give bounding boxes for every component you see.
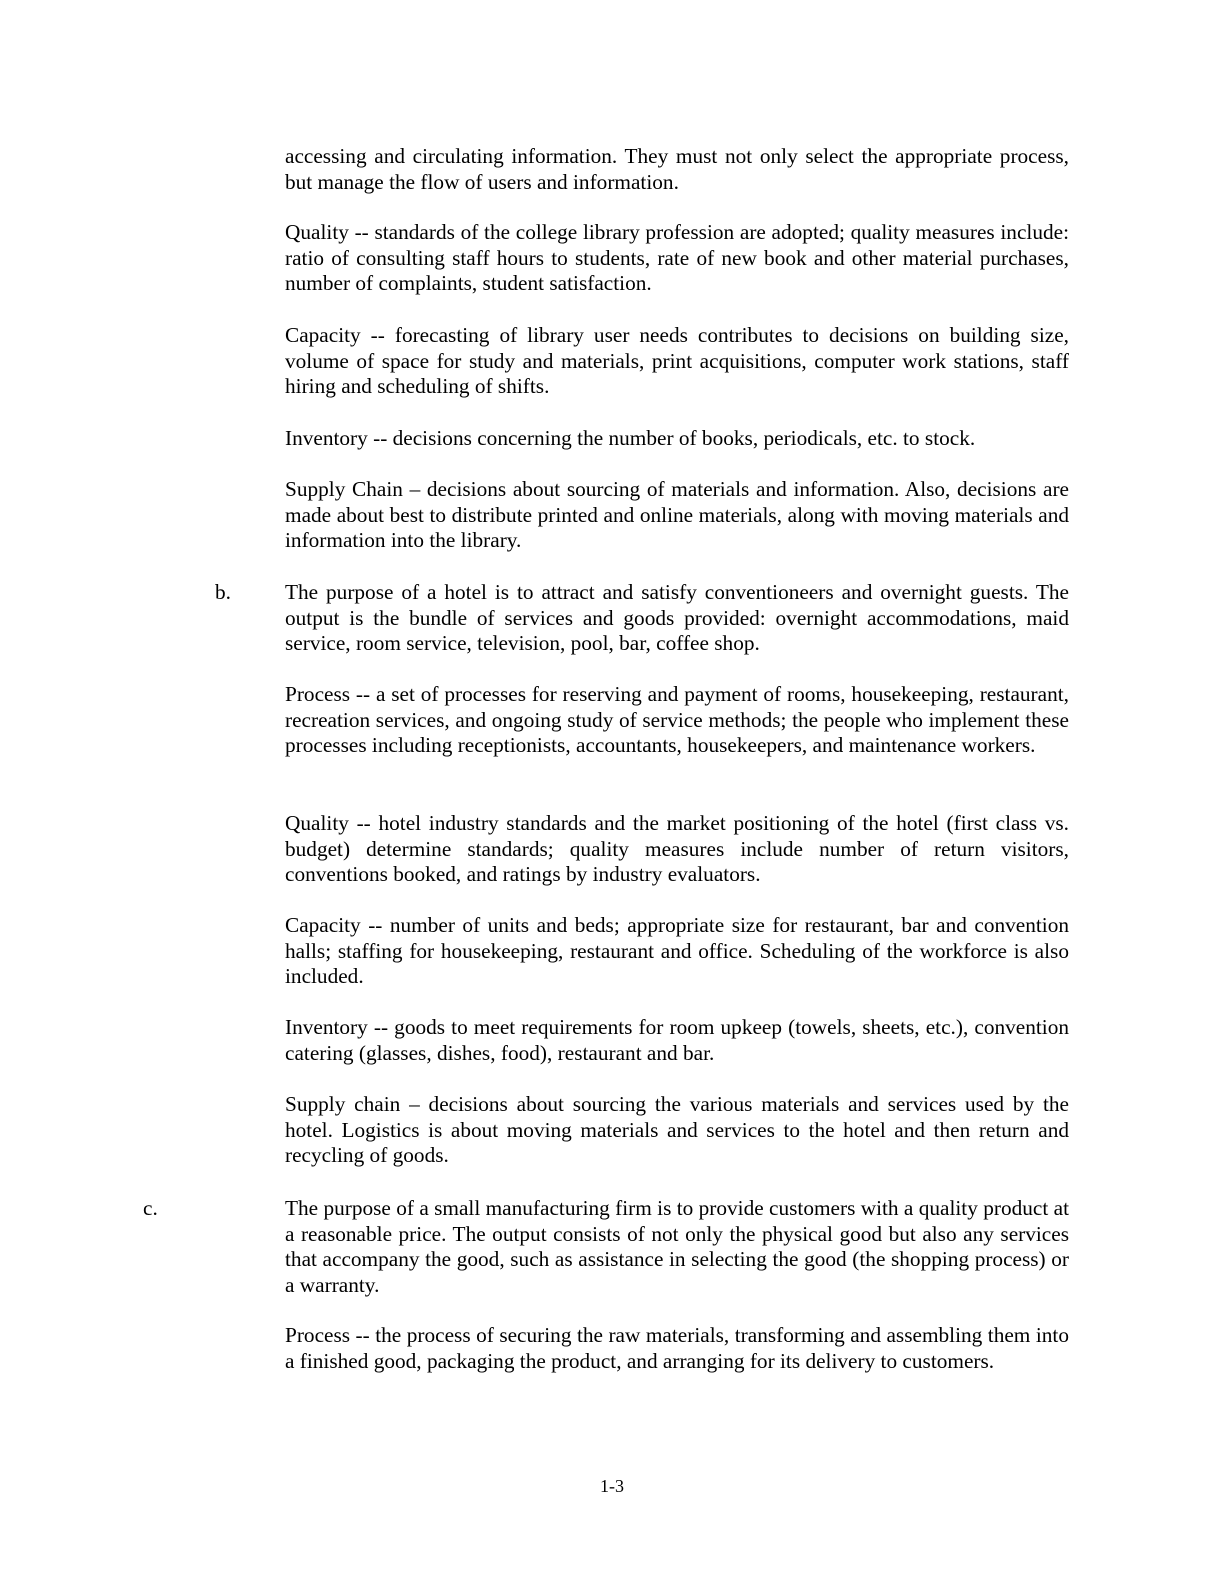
paragraph-hotel-quality: Quality -- hotel industry standards and the market positioning of the hotel (first class vs. budget) determine standards; quality measures include number of return visitors, conventions booked, and ratings by industry evaluators. bbox=[285, 811, 1069, 887]
paragraph-library-capacity: Capacity -- forecasting of library user needs contributes to decisions on building size, volume of space for study and materials, print acquisitions, computer work stations, staff hiring and scheduling of shifts. bbox=[285, 323, 1069, 399]
paragraph-manufacturing-process: Process -- the process of securing the raw materials, transforming and assembling them into a finished good, packaging the product, and arranging for its delivery to customers. bbox=[285, 1323, 1069, 1373]
paragraph-hotel-purpose: The purpose of a hotel is to attract and satisfy conventioneers and overnight guests. The output is the bundle of services and goods provided: overnight accommodations, maid service, room service, television, pool, bar, coffee shop. bbox=[285, 580, 1069, 656]
page-number: 1-3 bbox=[600, 1476, 624, 1496]
paragraph-hotel-capacity: Capacity -- number of units and beds; appropriate size for restaurant, bar and convention halls; staffing for housekeeping, restaurant and office. Scheduling of the workforce is also included. bbox=[285, 913, 1069, 989]
paragraph-hotel-supply-chain: Supply chain – decisions about sourcing the various materials and services used by the hotel. Logistics is about moving materials and services to the hotel and then return and recycling of goods. bbox=[285, 1092, 1069, 1168]
paragraph-hotel-inventory: Inventory -- goods to meet requirements for room upkeep (towels, sheets, etc.), convention catering (glasses, dishes, food), restaurant and bar. bbox=[285, 1015, 1069, 1065]
paragraph-library-quality: Quality -- standards of the college library profession are adopted; quality measures include: ratio of consulting staff hours to students, rate of new book and other material purchases, number of complaints, student satisfaction. bbox=[285, 220, 1069, 296]
paragraph-manufacturing-purpose: The purpose of a small manufacturing firm is to provide customers with a quality product at a reasonable price. The output consists of not only the physical good but also any services that accompany the good, such as assistance in selecting the good (the shopping process) or a warranty. bbox=[285, 1196, 1069, 1297]
paragraph-library-inventory: Inventory -- decisions concerning the number of books, periodicals, etc. to stock. bbox=[285, 426, 976, 450]
paragraph-hotel-process: Process -- a set of processes for reserving and payment of rooms, housekeeping, restaurant, recreation services, and ongoing study of service methods; the people who implement these processes including receptionists, accountants, housekeepers, and maintenance workers. bbox=[285, 682, 1069, 758]
list-marker-c: c. bbox=[143, 1196, 158, 1220]
paragraph-library-supply-chain: Supply Chain – decisions about sourcing of materials and information. Also, decisions are made about best to distribute printed and online materials, along with moving materials and information into the library. bbox=[285, 477, 1069, 553]
list-marker-b: b. bbox=[215, 580, 231, 604]
paragraph-library-process: accessing and circulating information. They must not only select the appropriate process, but manage the flow of users and information. bbox=[285, 144, 1069, 194]
